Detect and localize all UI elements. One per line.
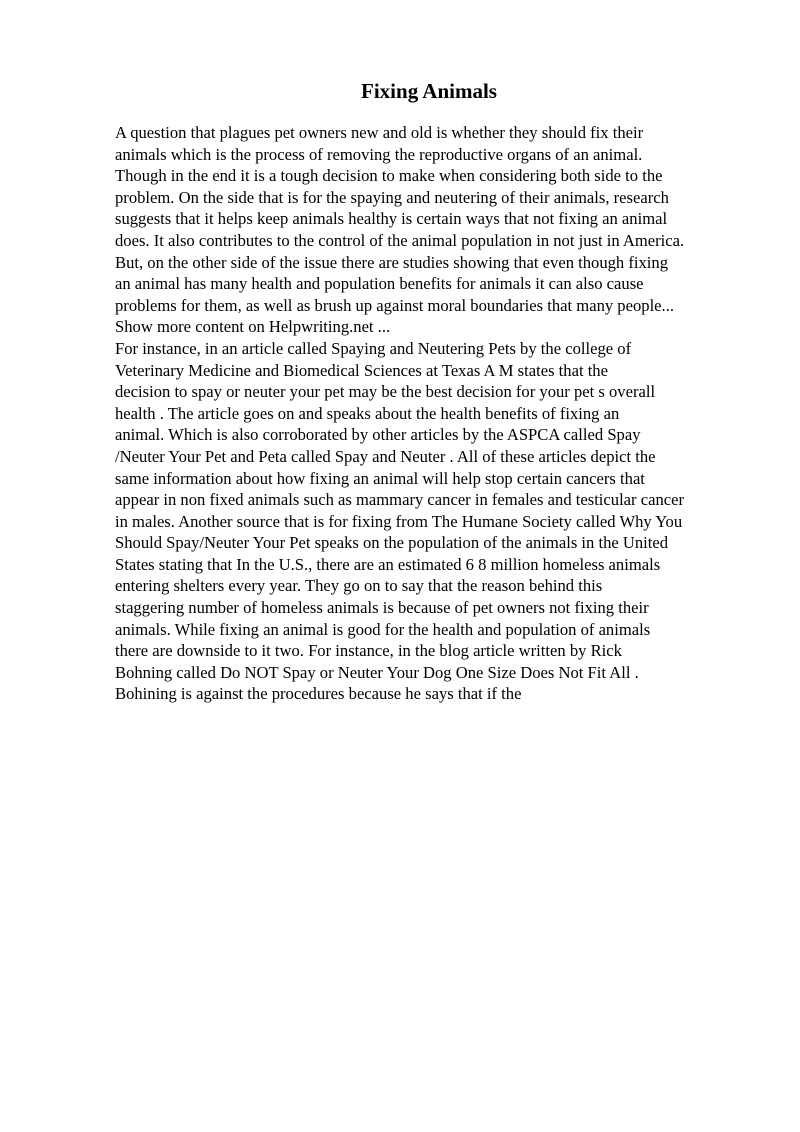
document-body: [115, 122, 755, 705]
body-line: animals. While fixing an animal is good for the health and population of animals: [115, 619, 651, 639]
body-line: animal. Which is also corroborated by other articles by the ASPCA called Spay: [115, 425, 641, 445]
body-line: A question that plagues pet owners new and old is whether they should fix their: [115, 123, 644, 142]
body-line: same information about how fixing an animal will help stop certain cancers that: [115, 468, 645, 488]
document-title: Fixing Animals: [361, 79, 497, 103]
body-line: But, on the other side of the issue there are studies showing that even though fixing: [115, 252, 669, 272]
body-line: staggering number of homeless animals is because of pet owners not fixing their: [115, 598, 649, 618]
body-line: States stating that In the U.S., there are an estimated 6 8 million homeless animals: [115, 554, 661, 574]
body-line: health . The article goes on and speaks about the health benefits of fixing an: [115, 403, 620, 423]
body-line: in males. Another source that is for fixing from The Humane Society called Why You: [115, 511, 683, 531]
body-line: animals which is the process of removing the reproductive organs of an animal.: [115, 144, 643, 164]
show-more-line: Show more content on Helpwriting.net ...: [115, 317, 391, 337]
body-line: decision to spay or neuter your pet may be the best decision for your pet s overall: [115, 382, 656, 402]
body-line: entering shelters every year. They go on to say that the reason behind this: [115, 576, 603, 596]
body-line: there are downside to it two. For instance, in the blog article written by Rick: [115, 641, 622, 661]
body-line: suggests that it helps keep animals healthy is certain ways that not fixing an animal: [115, 209, 668, 229]
body-line: For instance, in an article called Spaying and Neutering Pets by the college of: [115, 338, 632, 358]
body-line: /Neuter Your Pet and Peta called Spay and Neuter . All of these articles depict the: [115, 446, 656, 466]
body-line: an animal has many health and population benefits for animals it can also cause: [115, 274, 644, 294]
body-line: problem. On the side that is for the spaying and neutering of their animals, research: [115, 187, 669, 207]
body-line: appear in non fixed animals such as mammary cancer in females and testicular cancer: [115, 490, 685, 510]
body-line: does. It also contributes to the control of the animal population in not just in America.: [115, 230, 685, 250]
body-line: Bohining is against the procedures because he says that if the: [115, 684, 522, 704]
body-line: problems for them, as well as brush up against moral boundaries that many people...: [115, 295, 674, 315]
body-line: Veterinary Medicine and Biomedical Sciences at Texas A M states that the: [115, 360, 608, 380]
body-line: Though in the end it is a tough decision to make when considering both side to the: [115, 166, 663, 186]
body-line: Should Spay/Neuter Your Pet speaks on the population of the animals in the United: [115, 533, 669, 553]
body-line: Bohning called Do NOT Spay or Neuter Your Dog One Size Does Not Fit All .: [115, 662, 639, 682]
